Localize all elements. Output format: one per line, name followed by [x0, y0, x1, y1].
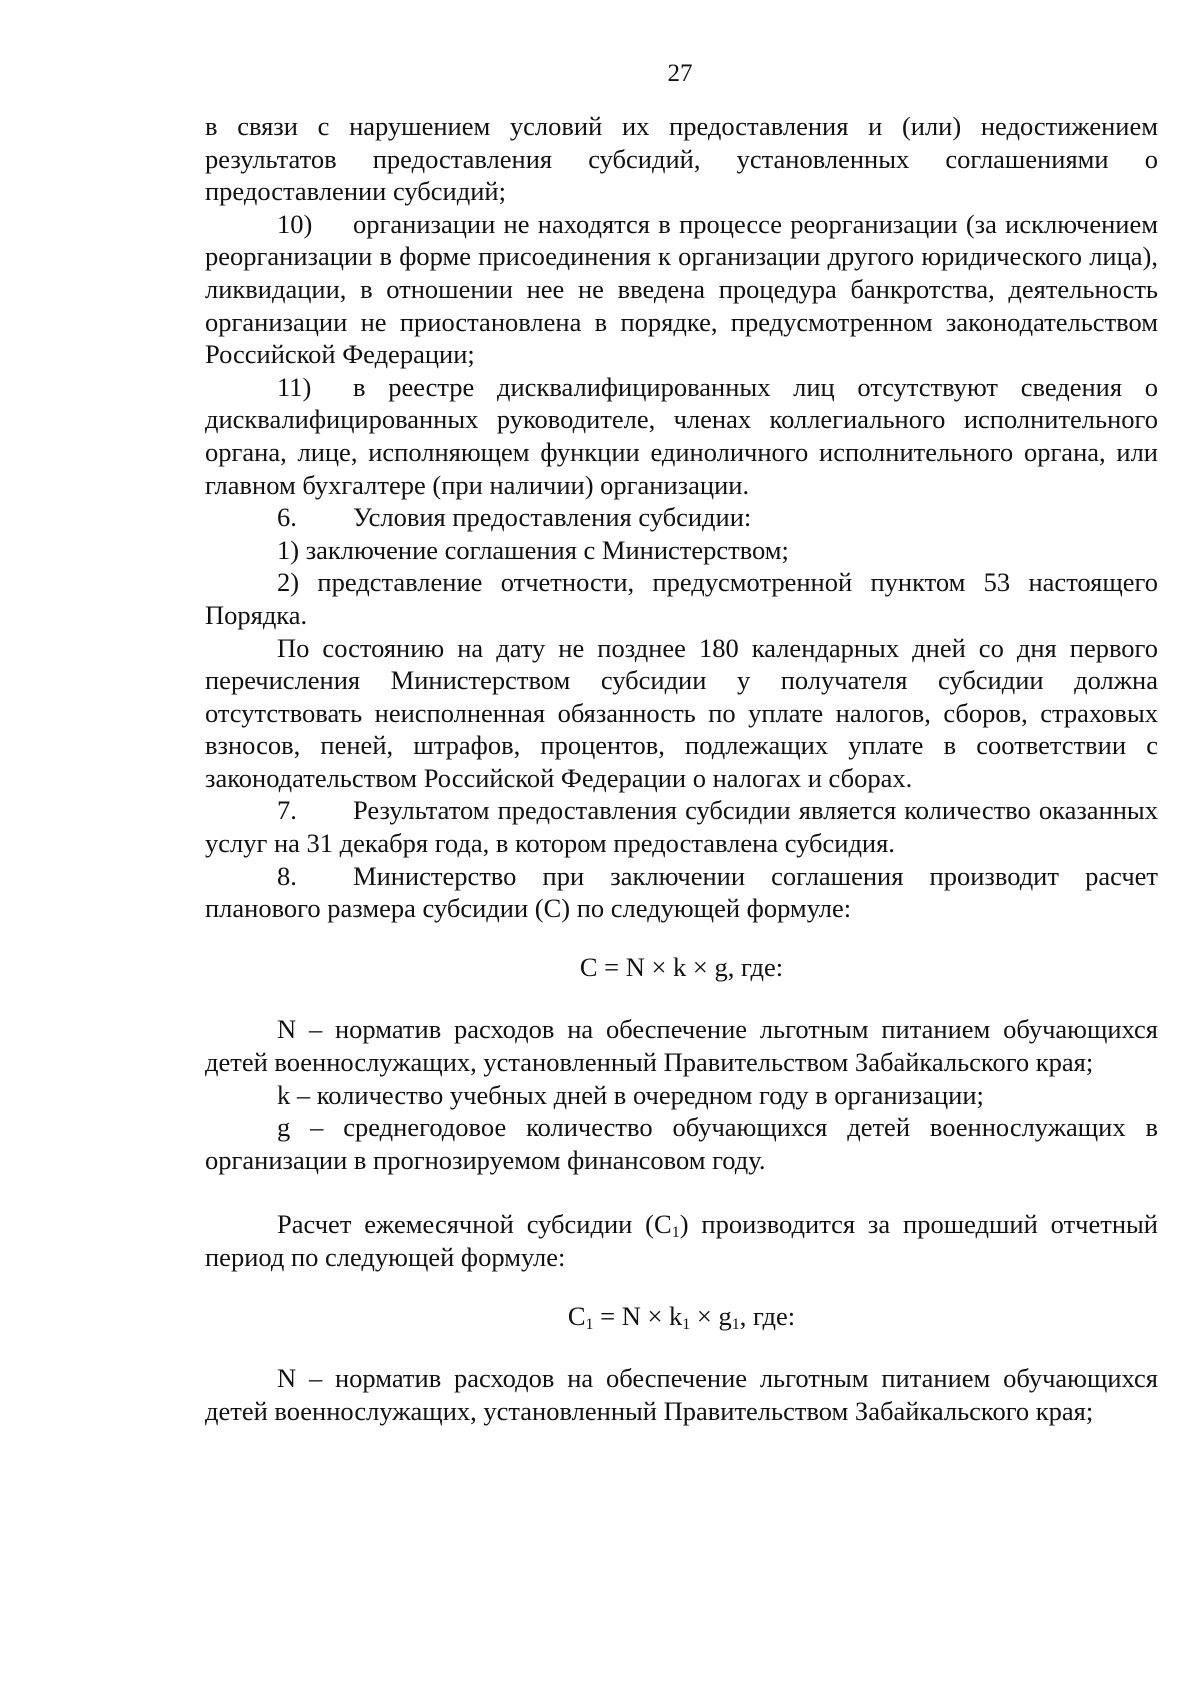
clause-8 — [205, 860, 1158, 925]
page-number: 27 — [667, 60, 693, 87]
clause-text: Условия предоставления субсидии: — [353, 502, 752, 533]
definition-n-repeat: N – норматив расходов на обеспечение льготным питанием обучающихся детей военнослужащих, установленный Правительством Забайкальского края; — [205, 1363, 1158, 1426]
formula-part: , где: — [739, 1300, 796, 1331]
list-item-11 — [205, 371, 1158, 501]
definition-k: k – количество учебных дней в очередном году в организации; — [277, 1079, 984, 1110]
paragraph: в связи с нарушением условий их предоставления и (или) недостижением результатов предоставления субсидий, установленных соглашениями о предоставлении субсидий; — [205, 111, 1158, 207]
clause-7 — [205, 794, 1158, 859]
formula-part: С — [567, 1300, 586, 1331]
formula-part: = N × k — [593, 1300, 683, 1331]
clause-text: Министерство при заключении соглашения производит расчет планового размера субсидии (С) по следующей формуле: — [205, 860, 1158, 924]
definition-g: g – среднегодовое количество обучающихся детей военнослужащих в организации в прогнозируемом финансовом году. — [205, 1112, 1158, 1175]
document-body — [205, 110, 1158, 1427]
formula-monthly-subsidy — [205, 1300, 1158, 1333]
clause-6 — [205, 501, 1158, 534]
subscript: 1 — [585, 1315, 594, 1333]
monthly-subsidy-paragraph — [205, 1208, 1158, 1273]
formula-planned-subsidy: С = N × k × g, где: — [579, 951, 784, 982]
subscript: 1 — [682, 1315, 691, 1333]
clause-number: 7. — [277, 795, 297, 826]
definition-n: N – норматив расходов на обеспечение льготным питанием обучающихся детей военнослужащих, установленный Правительством Забайкальского края; — [205, 1014, 1158, 1078]
clause-number: 6. — [277, 502, 297, 533]
clause-text: Результатом предоставления субсидии является количество оказанных услуг на 31 декабря года, в котором предоставлена субсидия. — [205, 795, 1158, 859]
item-text: в реестре дисквалифицированных лиц отсутствуют сведения о дисквалифицированных руководителе, членах коллегиального исполнительного органа, лице, исполняющем функции единоличного исполнительного органа, или главном бухгалтере (при наличии) организации. — [205, 371, 1158, 500]
formula-part: × g — [690, 1300, 732, 1331]
paragraph: По состоянию на дату не позднее 180 календарных дней со дня первого перечисления Министерством субсидии у получателя субсидии должна отсутствовать неисполненная обязанность по уплате налогов, сборов, страховых взносов, пеней, штрафов, процентов, подлежащих уплате в соответствии с законодательством Российской Федерации о налогах и сборах. — [205, 632, 1158, 793]
list-item-10 — [205, 208, 1158, 371]
subscript: 1 — [671, 1224, 680, 1242]
text-part: Расчет ежемесячной субсидии (С — [277, 1209, 672, 1240]
condition-1: 1) заключение соглашения с Министерством; — [277, 534, 789, 565]
item-number: 10) — [277, 208, 313, 239]
text-part: ) производится за прошедший отчетный период по следующей формуле: — [205, 1209, 1158, 1272]
condition-2: 2) представление отчетности, предусмотренной пунктом 53 настоящего Порядка. — [205, 567, 1158, 630]
item-text: организации не находятся в процессе реорганизации (за исключением реорганизации в форме присоединения к организации другого юридического лица), ликвидации, в отношении нее не введена процедура банкротства, деятельность организации не приостановлена в порядке, предусмотренном законодательством Российской Федерации; — [205, 208, 1158, 370]
subscript: 1 — [731, 1315, 740, 1333]
clause-number: 8. — [277, 860, 297, 891]
item-number: 11) — [277, 371, 312, 402]
